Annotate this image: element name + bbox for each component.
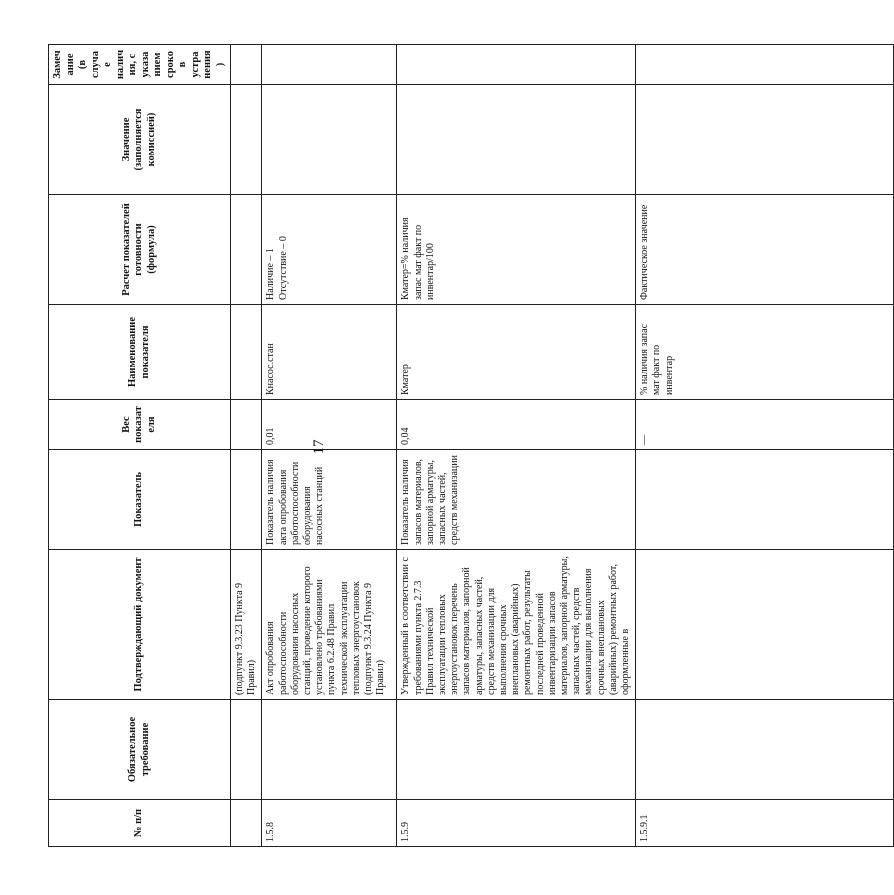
- cell-requirement: [231, 700, 262, 800]
- cell-value: [636, 85, 894, 195]
- cell-formula: Фактическое значение: [636, 195, 894, 305]
- table-header-row: [49, 45, 231, 847]
- cell-indicator-name: Кматер: [397, 305, 636, 400]
- cell-document: [636, 550, 894, 700]
- cell-requirement: [397, 700, 636, 800]
- cell-value: [397, 85, 636, 195]
- cell-indicator: [636, 450, 894, 550]
- cell-value: [262, 85, 397, 195]
- cell-document: Утвержденный в соответствии с требованиями пункта 2.7.3 Правил технической эксплуатации тепловых энергоустановок перечень запасов материалов, запорной арматуры, запасных частей, средств механизации для выполнения срочных внеплановых (аварийных) ремонтных работ, результаты последней проведенной инвентаризации запасов материалов, запорной арматуры, запасных частей, средств механизации для выполнения срочных внеплановых (аварийных) ремонтных работ, оформленные в: [397, 550, 636, 700]
- readiness-indicators-table: [48, 44, 894, 847]
- cell-indicator: [231, 450, 262, 550]
- cell-remark: [262, 45, 397, 85]
- cell-indicator-name: % наличия запас мат факт по инвентар: [636, 305, 894, 400]
- cell-indicator-name: Кнасос.стан: [262, 305, 397, 400]
- cell-weight: 0,01: [262, 400, 397, 450]
- header-number: № п/п: [49, 800, 231, 847]
- header-indicator: Показатель: [49, 450, 231, 550]
- cell-remark: [397, 45, 636, 85]
- cell-weight: —: [636, 400, 894, 450]
- table-row: [636, 45, 894, 847]
- cell-indicator: Показатель наличия акта опробования работоспособности оборудования насосных станций: [262, 450, 397, 550]
- table-row-continuation: [231, 45, 262, 847]
- header-formula: Расчет показателей готовности (формула): [49, 195, 231, 305]
- cell-formula: Наличие – 1 Отсутствие – 0: [262, 195, 397, 305]
- header-requirement: Обязательное требование: [49, 700, 231, 800]
- cell-document: Акт опробования работоспособности оборудования насосных станций, проведение которого установлено требованиями пункта 6.2.48 Правил технической эксплуатации тепловых энергоустановок (подпункт 9.3.24 Пункта 9 Правил): [262, 550, 397, 700]
- cell-remark: [231, 45, 262, 85]
- cell-value: [231, 85, 262, 195]
- cell-requirement: [262, 700, 397, 800]
- cell-formula: Кматер=% наличия запас мат факт по инвентар/100: [397, 195, 636, 305]
- cell-indicator: Показатель наличия запасов материалов, запорной арматуры, запасных частей, средств механизации: [397, 450, 636, 550]
- cell-formula: [231, 195, 262, 305]
- table-row: [262, 45, 397, 847]
- cell-number: [231, 800, 262, 847]
- cell-remark: [636, 45, 894, 85]
- cell-weight: [231, 400, 262, 450]
- rotated-page-content: [48, 45, 675, 847]
- header-value: Значение (заполняется комиссией): [49, 85, 231, 195]
- cell-document: (подпункт 9.3.23 Пункта 9 Правил): [231, 550, 262, 700]
- table-row: [397, 45, 636, 847]
- cell-weight: 0,04: [397, 400, 636, 450]
- cell-number: 1.5.9.1: [636, 800, 894, 847]
- header-document: Подтверждающий документ: [49, 550, 231, 700]
- header-indicator-name: Наименование показателя: [49, 305, 231, 400]
- cell-number: 1.5.9: [397, 800, 636, 847]
- header-remark: Замечание (в случае наличия, с указанием сроков устранения): [49, 45, 231, 85]
- cell-number: 1.5.8: [262, 800, 397, 847]
- header-weight: Вес показателя: [49, 400, 231, 450]
- cell-requirement: [636, 700, 894, 800]
- page-number: 17: [311, 439, 327, 455]
- cell-indicator-name: [231, 305, 262, 400]
